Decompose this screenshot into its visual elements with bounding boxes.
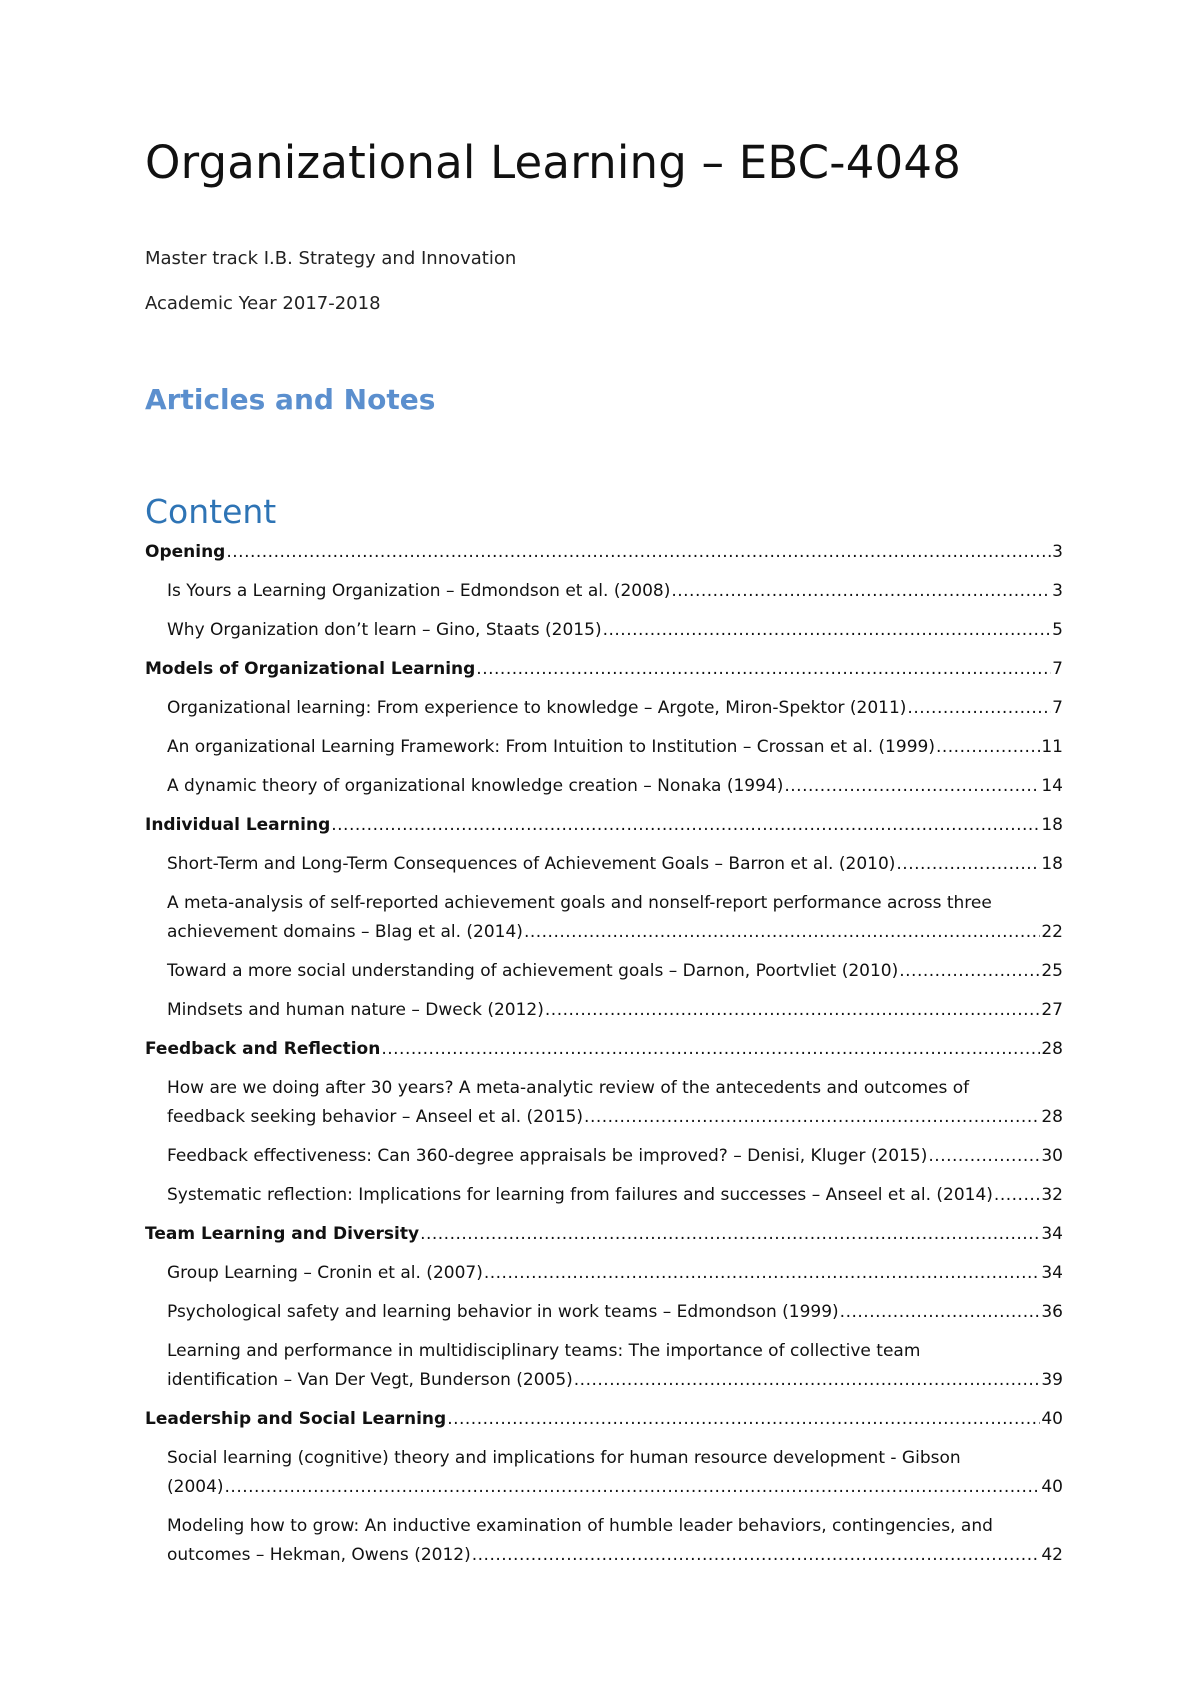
toc-dot-leader: [447, 1405, 1040, 1434]
content-heading: Content: [145, 492, 277, 531]
toc-page-number: 34: [1041, 1263, 1063, 1283]
toc-entry-title: Group Learning – Cronin et al. (2007): [167, 1263, 483, 1283]
toc-page-number: 11: [1041, 737, 1063, 757]
toc-dot-leader: [784, 772, 1040, 801]
toc-article-entry[interactable]: [167, 889, 1063, 947]
toc-dot-leader: [899, 957, 1040, 986]
toc-page-number: 34: [1041, 1224, 1063, 1244]
toc-dot-leader: [671, 577, 1051, 606]
toc-page-number: 18: [1041, 854, 1063, 874]
toc-dot-leader: [484, 1259, 1041, 1288]
toc-article-entry[interactable]: [167, 1337, 1063, 1395]
toc-entry-title-line: How are we doing after 30 years? A meta-analytic review of the antecedents and outcomes of: [167, 1078, 970, 1098]
toc-page-number: 28: [1041, 1107, 1063, 1127]
toc-page-number: 32: [1041, 1185, 1063, 1205]
toc-entry-title: Toward a more social understanding of achievement goals – Darnon, Poortvliet (2010): [167, 961, 899, 981]
toc-entry-title: Short-Term and Long-Term Consequences of Achievement Goals – Barron et al. (2010): [167, 854, 896, 874]
toc-entry-title: Systematic reflection: Implications for learning from failures and successes – Anseel et al. (2014): [167, 1185, 993, 1205]
toc-article-entry[interactable]: [167, 1259, 1063, 1288]
toc-page-number: 3: [1052, 542, 1063, 562]
toc-dot-leader: [420, 1220, 1040, 1249]
toc-dot-leader: [936, 733, 1040, 762]
toc-article-entry[interactable]: [167, 1298, 1063, 1327]
toc-entry-title: feedback seeking behavior – Anseel et al. (2015): [167, 1107, 584, 1127]
toc-entry-title: Is Yours a Learning Organization – Edmondson et al. (2008): [167, 581, 671, 601]
toc-entry-title: Feedback effectiveness: Can 360-degree appraisals be improved? – Denisi, Kluger (2015): [167, 1146, 928, 1166]
toc-dot-leader: [524, 918, 1040, 947]
toc-page-number: 39: [1041, 1370, 1063, 1390]
toc-entry-title: Individual Learning: [145, 815, 331, 835]
toc-entry-title: Team Learning and Diversity: [145, 1224, 420, 1244]
toc-page-number: 25: [1041, 961, 1063, 981]
toc-article-entry[interactable]: [167, 1512, 1063, 1570]
toc-entry-title: outcomes – Hekman, Owens (2012): [167, 1545, 471, 1565]
toc-entry-title-line: A meta-analysis of self-reported achievement goals and nonself-report performance across three: [167, 893, 992, 913]
toc-entry-title: Organizational learning: From experience to knowledge – Argote, Miron-Spektor (2011): [167, 698, 907, 718]
toc-page-number: 14: [1041, 776, 1063, 796]
toc-dot-leader: [226, 538, 1051, 567]
toc-article-entry[interactable]: [167, 1074, 1063, 1132]
toc-entry-title: identification – Van Der Vegt, Bunderson (2005): [167, 1370, 573, 1390]
toc-article-entry[interactable]: [167, 957, 1063, 986]
toc-section-entry[interactable]: [145, 1405, 1063, 1434]
toc-entry-title: Mindsets and human nature – Dweck (2012): [167, 1000, 544, 1020]
toc-section-entry[interactable]: [145, 1035, 1063, 1064]
toc-entry-title-line: Learning and performance in multidisciplinary teams: The importance of collective team: [167, 1341, 921, 1361]
toc-page-number: 27: [1041, 1000, 1063, 1020]
toc-page-number: 40: [1041, 1477, 1063, 1497]
toc-entry-title: Why Organization don’t learn – Gino, Staats (2015): [167, 620, 602, 640]
toc-entry-title: achievement domains – Blag et al. (2014): [167, 922, 523, 942]
toc-dot-leader: [331, 811, 1040, 840]
toc-article-entry[interactable]: [167, 1181, 1063, 1210]
toc-dot-leader: [928, 1142, 1040, 1171]
toc-dot-leader: [840, 1298, 1041, 1327]
toc-entry-title-line: Social learning (cognitive) theory and implications for human resource development - Gibson: [167, 1448, 961, 1468]
toc-entry-title: Opening: [145, 542, 226, 562]
toc-section-entry[interactable]: [145, 1220, 1063, 1249]
toc-entry-title-line: Modeling how to grow: An inductive examination of humble leader behaviors, contingencies, and: [167, 1516, 993, 1536]
toc-article-entry[interactable]: [167, 694, 1063, 723]
toc-article-entry[interactable]: [167, 996, 1063, 1025]
toc-article-entry[interactable]: [167, 1444, 1063, 1502]
toc-page-number: 3: [1052, 581, 1063, 601]
toc-entry-title: Psychological safety and learning behavior in work teams – Edmondson (1999): [167, 1302, 839, 1322]
toc-dot-leader: [896, 850, 1040, 879]
toc-article-entry[interactable]: [167, 850, 1063, 879]
toc-article-entry[interactable]: [167, 616, 1063, 645]
document-title: Organizational Learning – EBC-4048: [145, 136, 962, 189]
toc-entry-title: An organizational Learning Framework: From Intuition to Institution – Crossan et al. (1999): [167, 737, 935, 757]
toc-page-number: 42: [1041, 1545, 1063, 1565]
toc-section-entry[interactable]: [145, 811, 1063, 840]
toc-article-entry[interactable]: [167, 733, 1063, 762]
master-track: Master track I.B. Strategy and Innovation: [145, 248, 517, 269]
toc-page-number: 22: [1041, 922, 1063, 942]
toc-entry-title: Feedback and Reflection: [145, 1039, 381, 1059]
toc-dot-leader: [994, 1181, 1040, 1210]
toc-dot-leader: [584, 1103, 1040, 1132]
toc-dot-leader: [907, 694, 1051, 723]
toc-page-number: 36: [1041, 1302, 1063, 1322]
toc-dot-leader: [472, 1541, 1041, 1570]
toc-page-number: 30: [1041, 1146, 1063, 1166]
toc-dot-leader: [545, 996, 1040, 1025]
toc-article-entry[interactable]: [167, 577, 1063, 606]
toc-entry-title: Leadership and Social Learning: [145, 1409, 447, 1429]
academic-year: Academic Year 2017-2018: [145, 293, 381, 314]
toc-section-entry[interactable]: [145, 538, 1063, 567]
toc-page-number: 7: [1052, 659, 1063, 679]
toc-article-entry[interactable]: [167, 1142, 1063, 1171]
toc-dot-leader: [381, 1035, 1040, 1064]
toc-page-number: 7: [1052, 698, 1063, 718]
toc-dot-leader: [574, 1366, 1041, 1395]
toc-page-number: 5: [1052, 620, 1063, 640]
section-heading: Articles and Notes: [145, 383, 436, 416]
toc-entry-title: Models of Organizational Learning: [145, 659, 476, 679]
toc-page-number: 40: [1041, 1409, 1063, 1429]
toc-entry-title: (2004): [167, 1477, 224, 1497]
toc-page-number: 28: [1041, 1039, 1063, 1059]
toc-dot-leader: [225, 1473, 1041, 1502]
toc-section-entry[interactable]: [145, 655, 1063, 684]
toc-dot-leader: [476, 655, 1051, 684]
toc-page-number: 18: [1041, 815, 1063, 835]
toc-dot-leader: [603, 616, 1052, 645]
toc-entry-title: A dynamic theory of organizational knowledge creation – Nonaka (1994): [167, 776, 784, 796]
toc-article-entry[interactable]: [167, 772, 1063, 801]
